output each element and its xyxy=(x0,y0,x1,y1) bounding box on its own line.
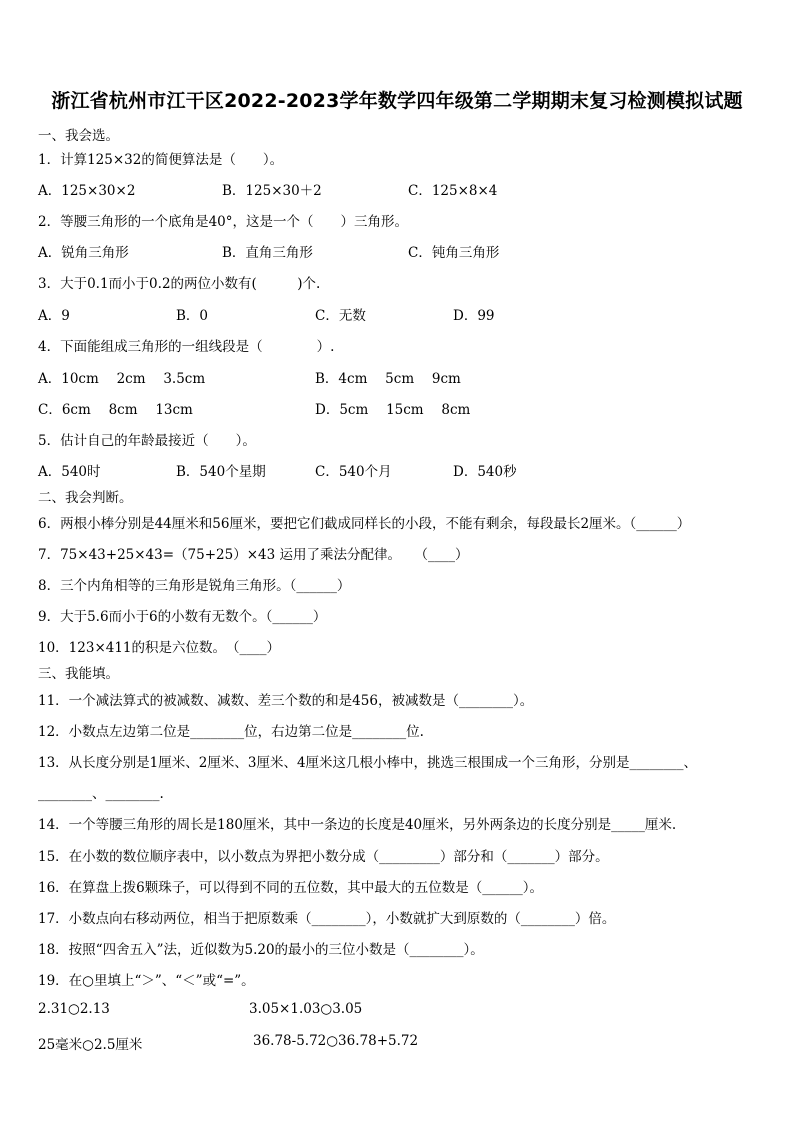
section-heading: 一、我会选。 xyxy=(38,128,119,144)
question-15: 15．在小数的数位顺序表中，以小数点为界把小数分成（_________）部分和（_______）部分。 xyxy=(38,849,609,865)
option-c: C．540个月 xyxy=(315,464,392,480)
option-c: C．125×8×4 xyxy=(408,183,498,199)
compare-item: 36.78-5.72○36.78+5.72 xyxy=(253,1033,419,1049)
option-a: A．10cm 2cm 3.5cm xyxy=(38,371,206,387)
option-a: A．125×30×2 xyxy=(38,183,136,199)
question-8: 8．三个内角相等的三角形是锐角三角形。（______） xyxy=(38,578,351,594)
compare-item: 2.31○2.13 xyxy=(38,1001,110,1017)
question-12: 12．小数点左边第二位是________位，右边第二位是________位. xyxy=(38,724,424,740)
question-13-cont: ________、________. xyxy=(38,786,164,802)
option-b: B．540个星期 xyxy=(176,464,266,480)
option-a: A．9 xyxy=(38,308,70,324)
option-a: A．锐角三角形 xyxy=(38,245,129,261)
page-title: 浙江省杭州市江干区2022-2023学年数学四年级第二学期期末复习检测模拟试题 xyxy=(51,90,743,112)
question-7: 7．75×43+25×43=（75+25）×43 运用了乘法分配律。 （____） xyxy=(38,547,469,563)
section-heading: 二、我会判断。 xyxy=(38,490,133,506)
question-18: 18．按照“四舍五入”法，近似数为5.20的最小的三位小数是（________）。 xyxy=(38,942,484,958)
option-c: C．钝角三角形 xyxy=(408,245,500,261)
question-4: 4．下面能组成三角形的一组线段是（ ）. xyxy=(38,339,335,355)
question-5: 5．估计自己的年龄最接近（ ）。 xyxy=(38,433,256,449)
question-19: 19．在○里填上“＞”、“＜”或“=”。 xyxy=(38,973,255,989)
question-9: 9．大于5.6而小于6的小数有无数个。（______） xyxy=(38,609,327,625)
question-17: 17．小数点向右移动两位，相当于把原数乘（________），小数就扩大到原数的（________）倍。 xyxy=(38,911,616,927)
option-b: B．4cm 5cm 9cm xyxy=(315,371,461,387)
question-11: 11．一个减法算式的被减数、减数、差三个数的和是456，被减数是（________）。 xyxy=(38,693,534,709)
option-a: A．540时 xyxy=(38,464,101,480)
question-14: 14．一个等腰三角形的周长是180厘米，其中一条边的长度是40厘米，另外两条边的长度分别是_____厘米. xyxy=(38,817,677,833)
question-1: 1．计算125×32的简便算法是（ ）。 xyxy=(38,152,284,168)
option-d: D．99 xyxy=(453,308,495,324)
compare-item: 3.05×1.03○3.05 xyxy=(249,1001,363,1017)
question-2: 2．等腰三角形的一个底角是40°，这是一个（ ）三角形。 xyxy=(38,214,409,230)
section-heading: 三、我能填。 xyxy=(38,666,119,682)
question-3: 3．大于0.1而小于0.2的两位小数有( )个. xyxy=(38,276,321,292)
option-b: B．125×30＋2 xyxy=(222,183,322,199)
option-d: D．5cm 15cm 8cm xyxy=(315,402,471,418)
question-13: 13．从长度分别是1厘米、2厘米、3厘米、4厘米这几根小棒中，挑选三根围成一个三角形，分别是________、 xyxy=(38,755,698,771)
question-16: 16．在算盘上拨6颗珠子，可以得到不同的五位数，其中最大的五位数是（______）。 xyxy=(38,880,544,896)
question-10: 10．123×411的积是六位数。 （____） xyxy=(38,640,281,656)
option-b: B．0 xyxy=(176,308,209,324)
option-c: C．无数 xyxy=(315,308,366,324)
question-6: 6．两根小棒分别是44厘米和56厘米，要把它们截成同样长的小段，不能有剩余，每段最长2厘米。（______） xyxy=(38,516,691,532)
compare-item: 25毫米○2.5厘米 xyxy=(38,1037,143,1053)
option-d: D．540秒 xyxy=(453,464,517,480)
option-c: C．6cm 8cm 13cm xyxy=(38,402,193,418)
option-b: B．直角三角形 xyxy=(222,245,313,261)
